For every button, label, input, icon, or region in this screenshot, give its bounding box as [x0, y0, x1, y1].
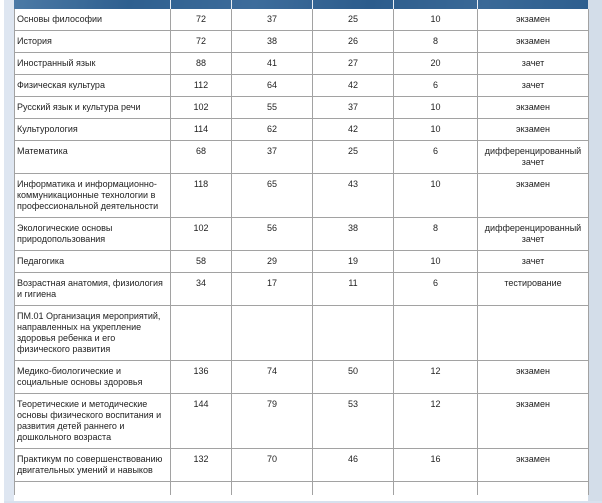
- hours-cell: 10: [394, 174, 478, 218]
- hours-cell: 38: [313, 218, 394, 251]
- hours-cell: 144: [171, 394, 232, 449]
- header-cell-subject: [14, 0, 170, 9]
- subject-cell: Физическая культура: [15, 75, 171, 97]
- assessment-cell: дифференцированный зачет: [478, 218, 589, 251]
- subject-cell: Медико-биологические и социальные основы здоровья: [15, 361, 171, 394]
- hours-cell: 6: [394, 141, 478, 174]
- assessment-cell: экзамен: [478, 31, 589, 53]
- hours-cell: 136: [171, 361, 232, 394]
- hours-cell: 6: [394, 273, 478, 306]
- hours-cell: 34: [171, 273, 232, 306]
- hours-cell: [232, 482, 313, 495]
- hours-cell: 37: [313, 97, 394, 119]
- assessment-cell: [478, 306, 589, 361]
- table-row: [15, 251, 589, 273]
- hours-cell: 10: [394, 97, 478, 119]
- hours-cell: 10: [394, 119, 478, 141]
- table-row: [15, 449, 589, 482]
- assessment-cell: [478, 482, 589, 495]
- table-row: [15, 119, 589, 141]
- hours-cell: 37: [232, 9, 313, 31]
- hours-cell: 17: [232, 273, 313, 306]
- assessment-cell: зачет: [478, 53, 589, 75]
- hours-cell: 79: [232, 394, 313, 449]
- hours-cell: [232, 306, 313, 361]
- table-row: [15, 9, 589, 31]
- assessment-cell: экзамен: [478, 97, 589, 119]
- hours-cell: 58: [171, 251, 232, 273]
- subject-cell: Иностранный язык: [15, 53, 171, 75]
- hours-cell: 42: [313, 75, 394, 97]
- subject-cell: Педагогика: [15, 251, 171, 273]
- hours-cell: 25: [313, 9, 394, 31]
- header-cell-hours-3: [312, 0, 393, 9]
- assessment-cell: экзамен: [478, 9, 589, 31]
- curriculum-table: [14, 9, 589, 495]
- hours-cell: 50: [313, 361, 394, 394]
- table-header-row: [14, 0, 588, 9]
- hours-cell: 6: [394, 75, 478, 97]
- hours-cell: 65: [232, 174, 313, 218]
- assessment-cell: зачет: [478, 75, 589, 97]
- hours-cell: 11: [313, 273, 394, 306]
- table-row: [15, 31, 589, 53]
- assessment-cell: экзамен: [478, 119, 589, 141]
- hours-cell: 46: [313, 449, 394, 482]
- subject-cell: [15, 482, 171, 495]
- curriculum-table-panel: [14, 0, 588, 495]
- hours-cell: 8: [394, 31, 478, 53]
- page-left-gutter: [4, 0, 14, 503]
- hours-cell: [313, 306, 394, 361]
- hours-cell: 72: [171, 9, 232, 31]
- hours-cell: 64: [232, 75, 313, 97]
- table-row: [15, 218, 589, 251]
- hours-cell: [313, 482, 394, 495]
- hours-cell: 10: [394, 251, 478, 273]
- subject-cell: Практикум по совершенствованию двигательных умений и навыков: [15, 449, 171, 482]
- hours-cell: 42: [313, 119, 394, 141]
- table-row: [15, 174, 589, 218]
- hours-cell: [171, 482, 232, 495]
- subject-cell: Возрастная анатомия, физиология и гигиена: [15, 273, 171, 306]
- page-right-gutter: [588, 0, 602, 503]
- assessment-cell: экзамен: [478, 361, 589, 394]
- assessment-cell: тестирование: [478, 273, 589, 306]
- assessment-cell: экзамен: [478, 449, 589, 482]
- hours-cell: 114: [171, 119, 232, 141]
- hours-cell: 70: [232, 449, 313, 482]
- subject-cell: Культурология: [15, 119, 171, 141]
- assessment-cell: зачет: [478, 251, 589, 273]
- header-cell-hours-2: [231, 0, 312, 9]
- hours-cell: 68: [171, 141, 232, 174]
- hours-cell: 12: [394, 361, 478, 394]
- hours-cell: 102: [171, 218, 232, 251]
- hours-cell: 74: [232, 361, 313, 394]
- hours-cell: 102: [171, 97, 232, 119]
- table-row: [15, 394, 589, 449]
- hours-cell: 26: [313, 31, 394, 53]
- hours-cell: 37: [232, 141, 313, 174]
- subject-cell: История: [15, 31, 171, 53]
- hours-cell: 72: [171, 31, 232, 53]
- hours-cell: 19: [313, 251, 394, 273]
- assessment-cell: экзамен: [478, 174, 589, 218]
- hours-cell: 12: [394, 394, 478, 449]
- table-row-partial: [15, 482, 589, 495]
- header-cell-assessment: [477, 0, 588, 9]
- hours-cell: 62: [232, 119, 313, 141]
- subject-cell: Русский язык и культура речи: [15, 97, 171, 119]
- hours-cell: 27: [313, 53, 394, 75]
- hours-cell: 56: [232, 218, 313, 251]
- header-cell-hours-4: [393, 0, 477, 9]
- subject-cell: Информатика и информационно-коммуникационные технологии в профессиональной деятельности: [15, 174, 171, 218]
- hours-cell: [394, 482, 478, 495]
- subject-cell: Основы философии: [15, 9, 171, 31]
- subject-cell: Теоретические и методические основы физического воспитания и развития детей раннего и дошкольного возраста: [15, 394, 171, 449]
- hours-cell: [171, 306, 232, 361]
- hours-cell: 8: [394, 218, 478, 251]
- hours-cell: 43: [313, 174, 394, 218]
- hours-cell: 41: [232, 53, 313, 75]
- table-row: [15, 141, 589, 174]
- hours-cell: 88: [171, 53, 232, 75]
- hours-cell: 55: [232, 97, 313, 119]
- assessment-cell: экзамен: [478, 394, 589, 449]
- table-row: [15, 273, 589, 306]
- hours-cell: 112: [171, 75, 232, 97]
- subject-cell: Математика: [15, 141, 171, 174]
- hours-cell: 132: [171, 449, 232, 482]
- hours-cell: 118: [171, 174, 232, 218]
- hours-cell: 25: [313, 141, 394, 174]
- assessment-cell: дифференцированный зачет: [478, 141, 589, 174]
- hours-cell: [394, 306, 478, 361]
- table-row: [15, 75, 589, 97]
- table-row: [15, 53, 589, 75]
- hours-cell: 16: [394, 449, 478, 482]
- hours-cell: 10: [394, 9, 478, 31]
- subject-cell: Экологические основы природопользования: [15, 218, 171, 251]
- hours-cell: 29: [232, 251, 313, 273]
- hours-cell: 38: [232, 31, 313, 53]
- hours-cell: 20: [394, 53, 478, 75]
- subject-cell: ПМ.01 Организация мероприятий, направленных на укрепление здоровья ребенка и его физического развития: [15, 306, 171, 361]
- hours-cell: 53: [313, 394, 394, 449]
- table-row: [15, 361, 589, 394]
- header-cell-hours-1: [170, 0, 231, 9]
- table-row: [15, 306, 589, 361]
- table-row: [15, 97, 589, 119]
